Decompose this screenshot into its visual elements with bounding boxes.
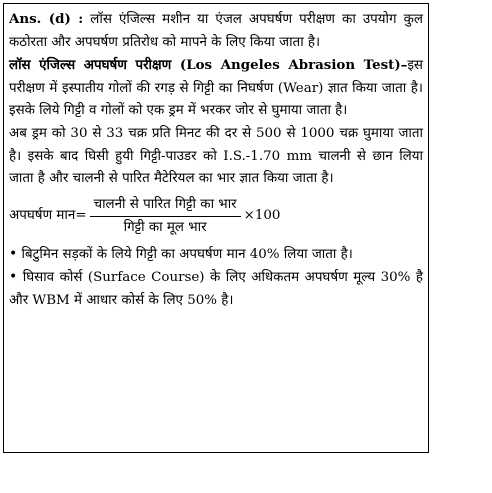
bullet-item-1 [9, 243, 423, 267]
abrasion-formula [9, 193, 423, 241]
bullet-item-2 [9, 266, 423, 312]
formula-denominator: गिट्टी का मूल भार [123, 220, 207, 236]
answer-paragraph [9, 8, 423, 54]
formula-numerator: चालनी से पारित गिट्टी का भार [90, 195, 241, 217]
formula-equals: = [75, 208, 87, 224]
procedure-paragraph: अब ड्रम को 30 से 33 चक्र प्रति मिनट की दर से 500 से 1000 चक्र घुमाया जाता है। इसके बाद घिसी हुयी गिट्टी-पाउडर को I.S.-1.70 mm चालनी से छान लिया जाता है और चालनी से पारित मैटेरियल का भार ज्ञात किया जाता है। [9, 125, 423, 187]
test-heading: लॉस एंजिल्स अपघर्षण परीक्षण (Los Angeles Abrasion Test)– [9, 57, 408, 74]
formula-fraction [90, 195, 241, 238]
bullet-text-2: घिसाव कोर्स (Surface Course) के लिए अधिकतम अपघर्षण मूल्य 30% है और WBM में आधार कोर्स के लिए 50% है। [9, 270, 423, 308]
answer-text: लॉस एंजिल्स मशीन या एंजल अपघर्षण परीक्षण का उपयोग कुल कठोरता और अपघर्षण प्रतिरोध को मापने के लिए किया जाता है। [9, 12, 423, 50]
test-paragraph [9, 54, 423, 123]
formula-multiplier: ×100 [243, 208, 281, 224]
bullet-text-1: बिटुमिन सड़कों के लिये गिट्टी का अपघर्षण मान 40% लिया जाता है। [21, 246, 353, 262]
answer-label: Ans. (d) : [9, 11, 84, 27]
answer-box [3, 3, 429, 453]
bullet-icon: • [9, 245, 18, 262]
test-text: इस परीक्षण में इस्पातीय गोलों की रगड़ से गिट्टी का निघर्षण (Wear) ज्ञात किया जाता है। इसके लिये गिट्टी व गोलों को एक ड्रम में भरकर जोर से घुमाया जाता है। [9, 58, 423, 119]
formula-lhs: अपघर्षण मान [9, 208, 76, 224]
bullet-icon: • [9, 269, 18, 286]
